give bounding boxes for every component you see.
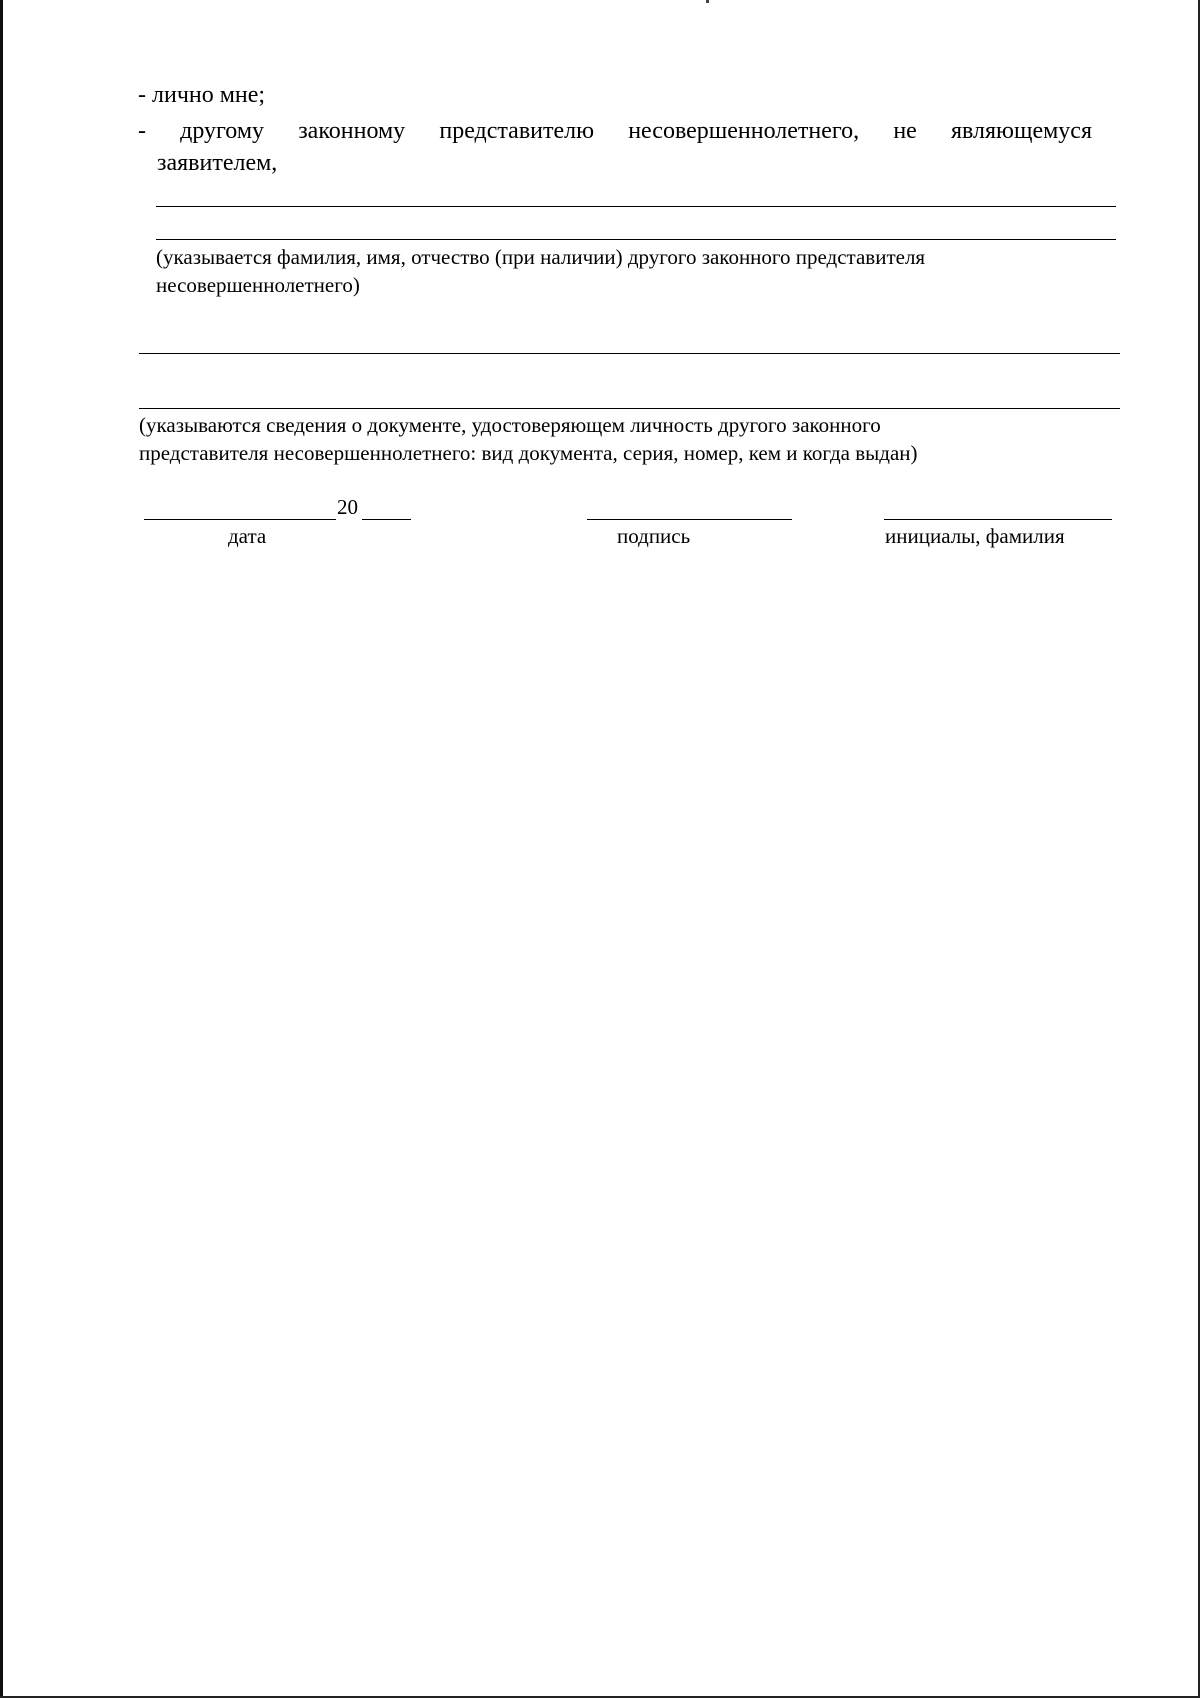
item-personally: - лично мне; (138, 82, 266, 108)
label-initials-surname: инициалы, фамилия (885, 524, 1065, 548)
date-day-month-line[interactable] (144, 519, 336, 520)
date-year-line[interactable] (362, 519, 411, 520)
item-other-representative: - другому законному представителю несовершеннолетнего, не являющемуся (138, 118, 1092, 144)
fill-line-name-2[interactable] (156, 239, 1116, 240)
caption-document: (указываются сведения о документе, удостоверяющем личность другого законного (139, 413, 881, 437)
caption-document-cont: представителя несовершеннолетнего: вид документа, серия, номер, кем и когда выдан) (139, 441, 918, 465)
fill-line-document-1[interactable] (139, 353, 1120, 354)
initials-line[interactable] (884, 519, 1112, 520)
scan-mark (706, 0, 709, 3)
fill-line-document-2[interactable] (139, 408, 1120, 409)
label-date: дата (228, 524, 267, 548)
year-prefix: 20 (337, 495, 358, 519)
item-other-representative-cont: заявителем, (157, 150, 278, 176)
caption-name-cont: несовершеннолетнего) (156, 273, 360, 297)
signature-line[interactable] (587, 519, 792, 520)
fill-line-name-1[interactable] (156, 206, 1116, 207)
caption-name: (указывается фамилия, имя, отчество (при наличии) другого законного представителя (156, 245, 926, 269)
scan-edge-left (0, 0, 3, 1698)
label-signature: подпись (617, 524, 691, 548)
